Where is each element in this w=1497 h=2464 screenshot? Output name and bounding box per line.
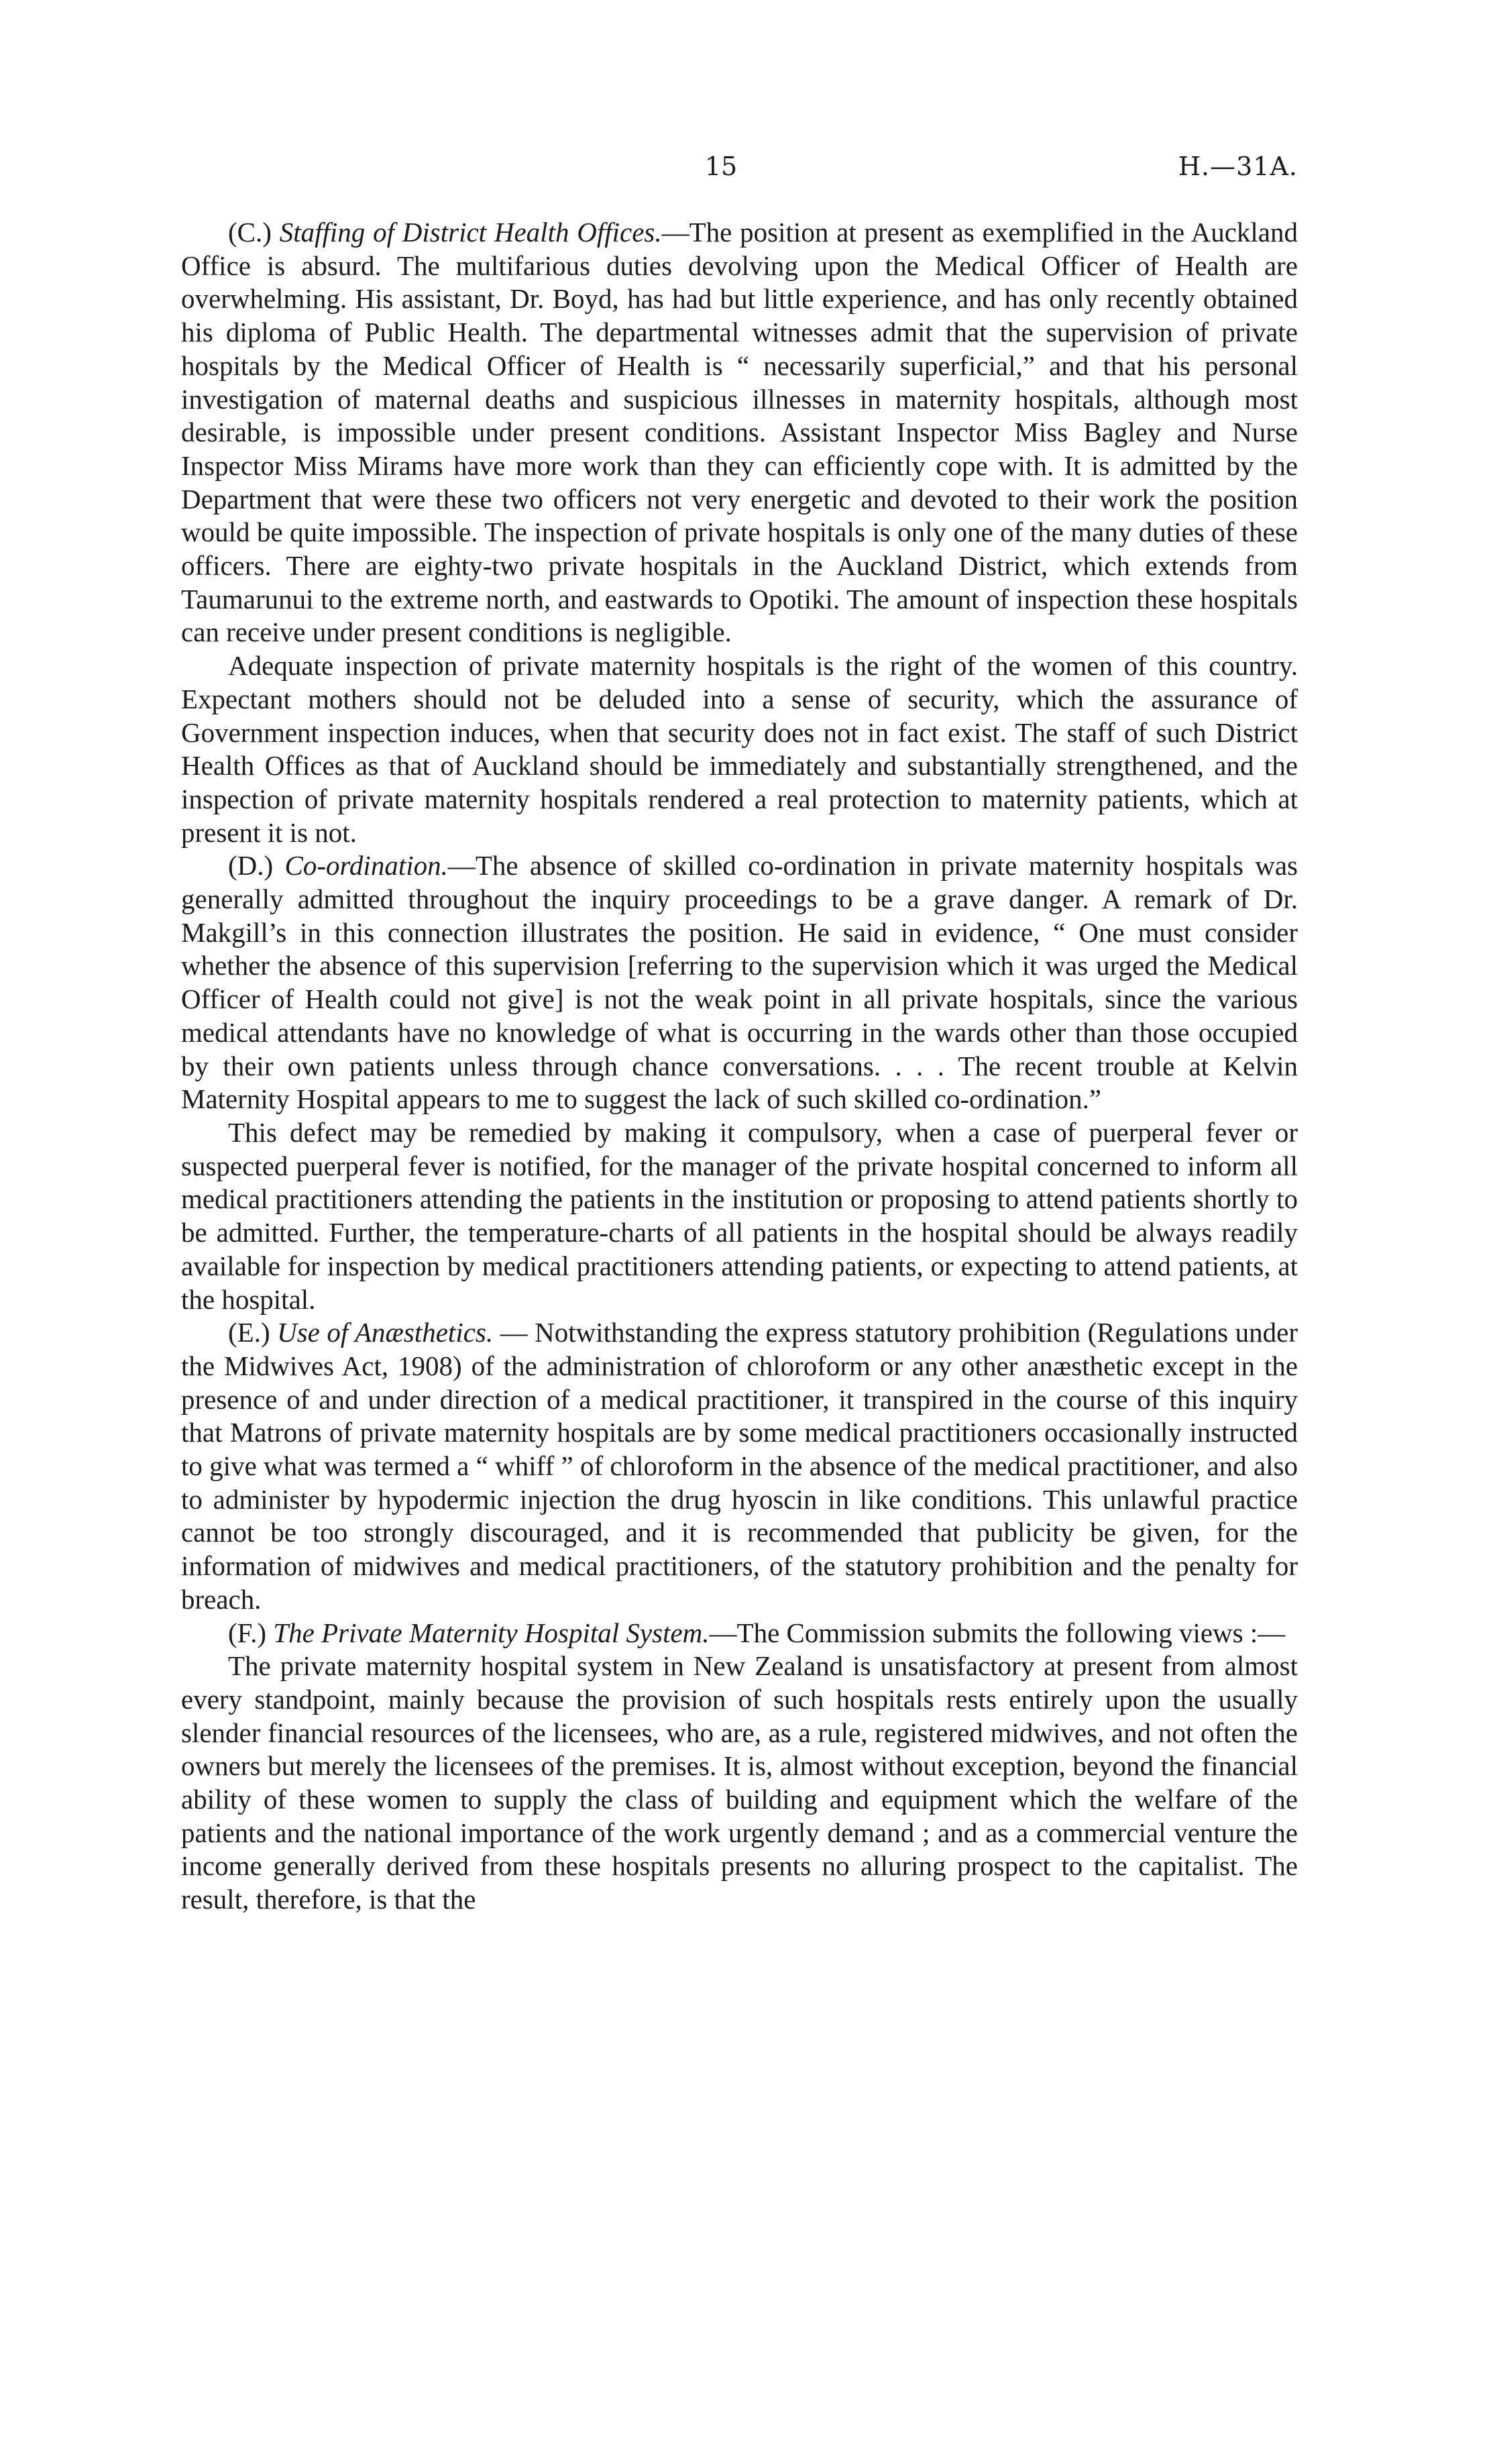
section-c-text-2: Adequate inspection of private maternity hospitals is the right of the women of this country. Expectant mothers should not be deluded into a sense of security, which the assurance of Government inspection induces, when that security does not in fact exist. The staff of such District Health Offices as that of Auckland should be immediately and substantially strengthened, and the inspection of private maternity hospitals rendered a real protection to maternity patients, which at present it is not. bbox=[181, 650, 1298, 848]
section-d-paragraph-2 bbox=[181, 1116, 1298, 1316]
section-c-paragraph-2 bbox=[181, 649, 1298, 849]
section-e-label: (E.) bbox=[228, 1317, 278, 1348]
running-header bbox=[181, 152, 1298, 192]
section-d-title: Co-ordination. bbox=[284, 850, 448, 881]
document-reference: H.—31A. bbox=[1178, 152, 1298, 181]
section-c-paragraph-1 bbox=[181, 216, 1298, 649]
section-f-paragraph-1 bbox=[181, 1617, 1298, 1650]
section-d-paragraph-1 bbox=[181, 849, 1298, 1116]
section-c-text-1: —The position at present as exemplified in the Auckland Office is absurd. The multifarious duties devolving upon the Medical Officer of Health are overwhelming. His assistant, Dr. Boyd, has had but little experience, and has only recently obtained his diploma of Public Health. The departmental witnesses admit that the supervision of private hospitals by the Medical Officer of Health is “ necessarily superficial,” and that his personal investigation of maternal deaths and suspicious illnesses in maternity hospitals, although most desirable, is impossible under present conditions. Assistant Inspector Miss Bagley and Nurse Inspector Miss Mirams have more work than they can efficiently cope with. It is admitted by the Department that were these two officers not very energetic and devoted to their work the position would be quite impossible. The inspection of private hospitals is only one of the many duties of these officers. There are eighty-two private hospitals in the Auckland District, which extends from Taumarunui to the extreme north, and eastwards to Opotiki. The amount of inspection these hospitals can receive under present conditions is negligible. bbox=[181, 217, 1298, 648]
section-f-title: The Private Maternity Hospital System. bbox=[273, 1617, 710, 1648]
section-f-label: (F.) bbox=[228, 1617, 274, 1648]
section-e-paragraph-1 bbox=[181, 1316, 1298, 1616]
section-c-title: Staffing of District Health Offices. bbox=[279, 217, 662, 248]
section-f-text-1: —The Commission submits the following views :— bbox=[709, 1617, 1286, 1648]
section-d-label: (D.) bbox=[228, 850, 285, 881]
body-text bbox=[181, 216, 1298, 1917]
section-e-text-1: — Notwithstanding the express statutory prohibition (Regulations under the Midwives Act, 1908) of the administration of chloroform or any other anæsthetic except in the presence of and under direction of a medical practitioner, it transpired in the course of this inquiry that Matrons of private maternity hospitals are by some medical practitioners occasionally instructed to give what was termed a “ whiff ” of chloroform in the absence of the medical practitioner, and also to administer by hypodermic injection the drug hyoscin in like conditions. This unlawful practice cannot be too strongly discouraged, and it is recommended that publicity be given, for the information of midwives and medical practitioners, of the statutory prohibition and the penalty for breach. bbox=[181, 1317, 1298, 1615]
section-f-text-2: The private maternity hospital system in New Zealand is unsatisfactory at present from almost every standpoint, mainly because the provision of such hospitals rests entirely upon the usually slender financial resources of the licensees, who are, as a rule, registered midwives, and not often the owners but merely the licensees of the premises. It is, almost without exception, beyond the financial ability of these women to supply the class of building and equipment which the welfare of the patients and the national importance of the work urgently demand ; and as a commercial venture the income generally derived from these hospitals presents no alluring prospect to the capitalist. The result, therefore, is that the bbox=[181, 1650, 1298, 1915]
section-c-label: (C.) bbox=[228, 217, 280, 248]
page-number: 15 bbox=[704, 152, 738, 181]
section-d-text-2: This defect may be remedied by making it compulsory, when a case of puerperal fever or suspected puerperal fever is notified, for the manager of the private hospital concerned to inform all medical practitioners attending the patients in the institution or proposing to attend patients shortly to be admitted. Further, the temperature-charts of all patients in the hospital should be always readily available for inspection by medical practitioners attending patients, or expecting to attend patients, at the hospital. bbox=[181, 1116, 1298, 1315]
section-f-paragraph-2 bbox=[181, 1650, 1298, 1917]
section-e-title: Use of Anæsthetics. bbox=[277, 1317, 494, 1348]
section-d-text-1: —The absence of skilled co-ordination in private maternity hospitals was generally admitted throughout the inquiry proceedings to be a grave danger. A remark of Dr. Makgill’s in this connection illustrates the position. He said in evidence, “ One must consider whether the absence of this supervision [referring to the supervision which it was urged the Medical Officer of Health could not give] is not the weak point in all private hospitals, since the various medical attendants have no knowledge of what is occurring in the wards other than those occupied by their own patients unless through chance conversations. . . . The recent trouble at Kelvin Maternity Hospital appears to me to suggest the lack of such skilled co-ordination.” bbox=[181, 850, 1298, 1115]
